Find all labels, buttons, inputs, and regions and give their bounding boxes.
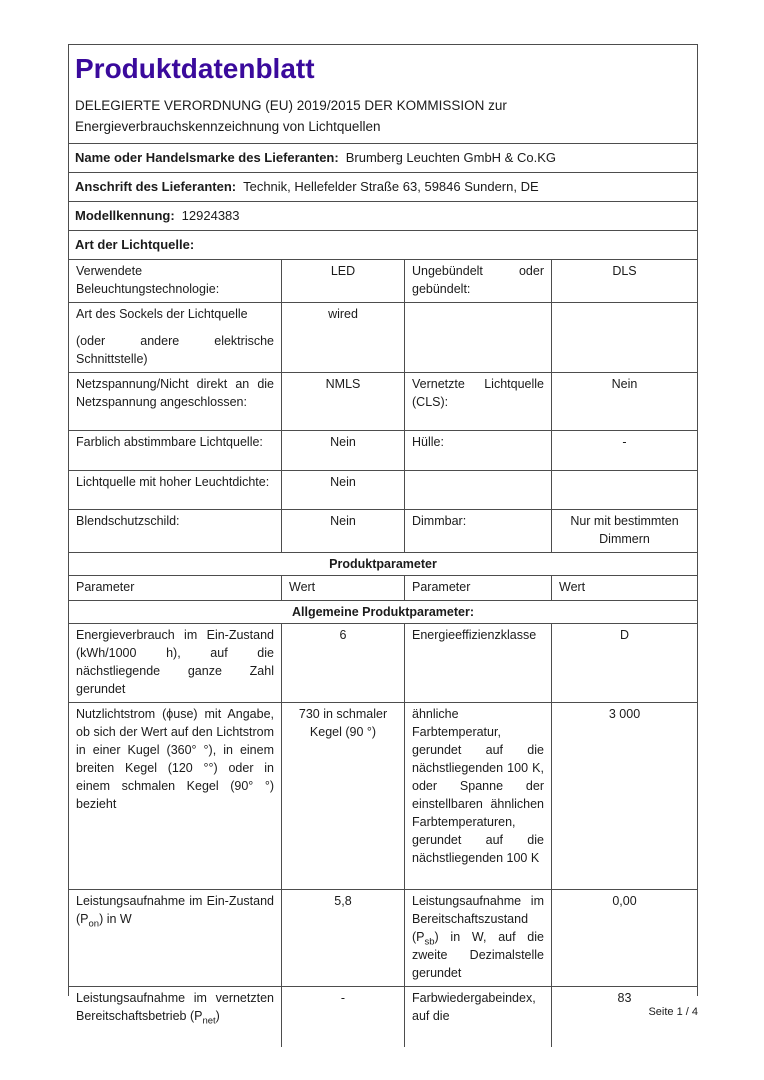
supplier-address-label: Anschrift des Lieferanten:	[75, 179, 237, 194]
glare-shield-row	[69, 510, 697, 553]
technology-row	[69, 260, 697, 303]
page-number: Seite 1 / 4	[648, 1006, 698, 1018]
subscript: sb	[424, 936, 435, 948]
high-luminance-row	[69, 471, 697, 510]
param-cell	[405, 303, 552, 372]
param-cell: Lichtquelle mit hoher Leuchtdichte:	[69, 471, 282, 509]
value-cell: Nein	[282, 510, 405, 552]
socket-label-line-2: (oder andere elektrische Schnittstelle)	[76, 334, 274, 366]
param-cell	[69, 303, 282, 372]
value-cell: 0,00	[612, 894, 637, 908]
power-on-row	[69, 890, 697, 987]
col-header-wert: Wert	[282, 576, 405, 600]
param-cell: Dimmbar:	[405, 510, 552, 552]
supplier-name-label: Name oder Handelsmarke des Lieferanten:	[75, 150, 339, 165]
light-source-type-label: Art der Lichtquelle:	[75, 237, 195, 252]
supplier-address-row	[69, 173, 697, 202]
supplier-name-row	[69, 144, 697, 173]
param-cell: Netzspannung/Nicht direkt an die Netzspannung angeschlossen:	[69, 373, 282, 430]
param-cell: Verwendete Beleuchtungstechnologie:	[69, 260, 282, 302]
value-cell: 83	[617, 991, 632, 1005]
col-header-wert: Wert	[559, 580, 586, 594]
model-id-row	[69, 202, 697, 231]
value-cell: -	[622, 435, 627, 449]
value-cell: wired	[282, 303, 405, 372]
param-cell: Farblich abstimmbare Lichtquelle:	[69, 431, 282, 470]
subscript: net	[202, 1015, 216, 1027]
param-cell: Leistungsaufnahme im Ein-Zustand $(P_{on})$ in W	[69, 890, 282, 986]
param-cell: Leistungsaufnahme im vernetzten Bereitschaftsbetrieb $(P_{net})$	[69, 987, 282, 1047]
param-cell: Ungebündelt oder gebündelt:	[405, 260, 552, 302]
page-title: Produktdatenblatt	[75, 53, 315, 84]
col-header-parameter: Parameter	[69, 576, 282, 600]
header-box	[69, 45, 697, 144]
value-cell	[552, 471, 697, 509]
light-source-type-row	[69, 231, 697, 260]
socket-label-line-1: Art des Sockels der Lichtquelle	[76, 307, 248, 321]
value-cell: NMLS	[282, 373, 405, 430]
value-cell: -	[282, 987, 405, 1047]
value-cell: 6	[282, 624, 405, 702]
value-cell: Nein	[611, 377, 638, 391]
value-cell: Nein	[282, 471, 405, 509]
product-params-section-title: Produktparameter	[69, 553, 697, 576]
regulation-line-2: Energieverbrauchskennzeichnung von Lichtquellen	[75, 119, 381, 134]
supplier-name-value: Brumberg Leuchten GmbH & Co.KG	[345, 150, 556, 165]
param-cell: Energieverbrauch im Ein-Zustand (kWh/1000 h), auf die nächstliegende ganze Zahl gerundet	[69, 624, 282, 702]
param-cell	[405, 471, 552, 509]
general-params-subsection-title: Allgemeine Produktparameter:	[69, 601, 697, 624]
value-cell: Nur mit bestimmten Dimmern	[570, 514, 679, 546]
param-cell: Vernetzte Lichtquelle (CLS):	[405, 373, 552, 430]
param-cell: Leistungsaufnahme im Bereitschaftszustand $(P_{sb})$ in W, auf die zweite Dezimalstelle gerundet	[405, 890, 552, 986]
mains-voltage-row	[69, 373, 697, 431]
regulation-subtitle	[75, 95, 691, 137]
value-cell	[552, 303, 697, 372]
socket-row	[69, 303, 697, 373]
supplier-address-value: Technik, Hellefelder Straße 63, 59846 Sundern, DE	[243, 179, 539, 194]
value-cell: 730 in schmaler Kegel (90 °)	[282, 703, 405, 889]
model-id-label: Modellkennung:	[75, 208, 175, 223]
power-networked-standby-row	[69, 987, 697, 1047]
column-header-row	[69, 576, 697, 601]
model-id-value: 12924383	[181, 208, 240, 223]
luminous-flux-row	[69, 703, 697, 890]
regulation-line-1: DELEGIERTE VERORDNUNG (EU) 2019/2015 DER KOMMISSION zur	[75, 98, 507, 113]
param-cell: Farbwiedergabeindex, auf die	[405, 987, 552, 1047]
param-cell: Nutzlichtstrom (ϕuse) mit Angabe, ob sich der Wert auf den Lichtstrom in einer Kugel (360° °), in einem breiten Kegel (120 °°) oder in einem schmalen Kegel (90° °) bezieht	[69, 703, 282, 889]
col-header-parameter: Parameter	[405, 576, 552, 600]
value-cell: LED	[282, 260, 405, 302]
param-cell: Energieeffizienzklasse	[405, 624, 552, 702]
param-cell: Hülle:	[405, 431, 552, 470]
value-cell: DLS	[612, 264, 637, 278]
value-cell: Nein	[282, 431, 405, 470]
value-cell: 5,8	[282, 890, 405, 986]
value-cell: 3 000	[608, 707, 641, 721]
param-cell: ähnliche Farbtemperatur, gerundet auf die nächstliegenden 100 K, oder Spanne der einstellbaren ähnlichen Farbtemperaturen, gerundet auf die nächstliegenden 100 K	[405, 703, 552, 889]
param-cell: Blendschutzschild:	[69, 510, 282, 552]
energy-consumption-row	[69, 624, 697, 703]
color-tunable-row	[69, 431, 697, 471]
subscript: on	[88, 918, 100, 930]
value-cell: D	[619, 628, 630, 642]
